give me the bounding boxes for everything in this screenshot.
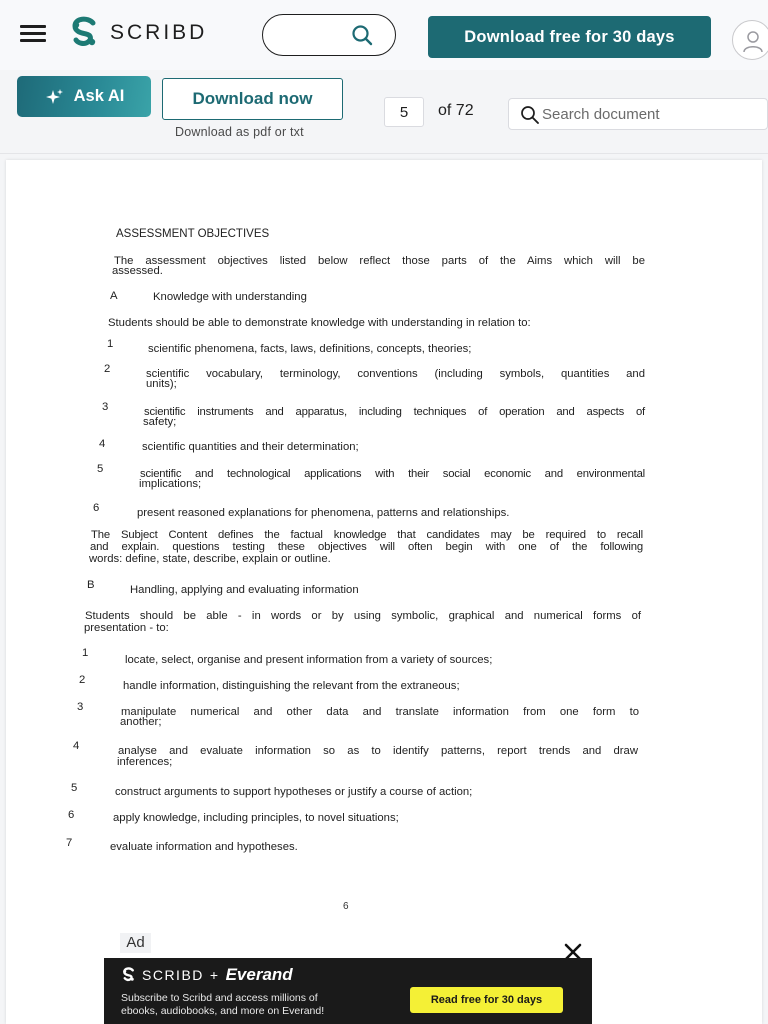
list-item-number: 7 <box>66 837 73 849</box>
list-item: handle information, distinguishing the relevant from the extraneous; <box>123 680 460 692</box>
list-item-cont: implications; <box>139 478 202 490</box>
list-item-cont: inferences; <box>117 756 173 768</box>
document-toolbar <box>0 70 768 154</box>
list-item: scientific and technological applications with their social economic and environmental <box>140 468 645 480</box>
list-item-number: 1 <box>82 647 89 659</box>
content-note-line2: and explain. questions testing these objectives will often begin with one of the following <box>90 541 643 553</box>
document-page-number: 6 <box>343 901 349 912</box>
list-item: scientific quantities and their determination; <box>142 441 359 453</box>
ad-brand-scribd: SCRIBD <box>142 967 204 983</box>
ad-subtitle <box>121 992 381 1017</box>
download-free-trial-button[interactable]: Download free for 30 days <box>428 16 711 58</box>
ad-brand <box>121 965 293 985</box>
list-item-cont: safety; <box>143 416 177 428</box>
page-number-input[interactable] <box>384 97 424 127</box>
content-note-line3: words: define, state, describe, explain or outline. <box>89 553 331 565</box>
ad-brand-plus: + <box>209 967 220 983</box>
document-search[interactable] <box>508 98 768 130</box>
read-free-button[interactable]: Read free for 30 days <box>410 987 563 1013</box>
list-item-number: 2 <box>79 674 86 686</box>
download-now-button[interactable]: Download now <box>162 78 343 120</box>
list-item: scientific vocabulary, terminology, conventions (including symbols, quantities and <box>146 368 645 380</box>
list-item-number: 6 <box>93 502 100 514</box>
user-avatar[interactable] <box>732 20 768 60</box>
list-item-number: 5 <box>97 463 104 475</box>
list-item: analyse and evaluate information so as to identify patterns, report trends and draw <box>118 745 638 757</box>
page-total: of 72 <box>438 102 474 119</box>
search-icon <box>520 105 540 125</box>
section-b-lead-line1: Students should be able - in words or by using symbolic, graphical and numerical forms of <box>85 610 641 622</box>
ask-ai-button[interactable] <box>17 76 151 117</box>
ad-subtitle-line1: Subscribe to Scribd and access millions of <box>121 992 318 1004</box>
list-item: evaluate information and hypotheses. <box>110 841 298 853</box>
list-item: construct arguments to support hypotheses or justify a course of action; <box>115 786 473 798</box>
section-a-letter: A <box>110 290 118 302</box>
sparkle-icon <box>44 88 64 106</box>
scribd-logo-icon <box>121 967 136 983</box>
ad-subtitle-line2: ebooks, audiobooks, and more on Everand! <box>121 1004 325 1017</box>
list-item-number: 3 <box>77 701 84 713</box>
section-b-title: Handling, applying and evaluating information <box>130 584 359 596</box>
list-item-number: 6 <box>68 809 75 821</box>
ad-brand-everand: Everand <box>225 965 293 984</box>
document-page <box>6 160 762 1024</box>
ad-label: Ad <box>120 933 151 953</box>
list-item-cont: another; <box>120 716 162 728</box>
list-item: apply knowledge, including principles, to novel situations; <box>113 812 399 824</box>
scribd-logo-icon <box>68 16 100 50</box>
doc-intro-line1: The assessment objectives listed below reflect those parts of the Aims which will be <box>114 255 645 267</box>
doc-intro-line2: assessed. <box>112 265 163 277</box>
list-item-number: 4 <box>99 438 106 450</box>
list-item-number: 2 <box>104 363 111 375</box>
list-item-number: 4 <box>73 740 80 752</box>
scribd-logo[interactable] <box>68 16 207 50</box>
content-note-line1: The Subject Content defines the factual knowledge that candidates may be required to recall <box>91 529 643 541</box>
ask-ai-label: Ask AI <box>73 87 125 105</box>
section-b-lead-line2: presentation - to: <box>84 622 169 634</box>
menu-icon[interactable] <box>20 25 46 41</box>
everand-ad-banner[interactable] <box>104 958 592 1024</box>
list-item-number: 3 <box>102 401 109 413</box>
list-item-number: 5 <box>71 782 78 794</box>
list-item: scientific phenomena, facts, laws, definitions, concepts, theories; <box>148 343 472 355</box>
list-item: locate, select, organise and present information from a variety of sources; <box>125 654 493 666</box>
document-search-input[interactable] <box>542 102 762 126</box>
list-item-number: 1 <box>107 338 114 350</box>
list-item-cont: units); <box>146 378 177 390</box>
search-button[interactable] <box>262 14 396 56</box>
list-item: scientific instruments and apparatus, including techniques of operation and aspects of <box>144 406 645 418</box>
brand-name: SCRIBD <box>110 21 208 44</box>
user-icon <box>741 29 765 53</box>
download-format-note: Download as pdf or txt <box>175 125 304 139</box>
list-item: manipulate numerical and other data and translate information from one form to <box>121 706 639 718</box>
section-a-title: Knowledge with understanding <box>153 291 307 303</box>
top-header <box>0 0 768 70</box>
section-b-letter: B <box>87 579 95 591</box>
doc-heading: ASSESSMENT OBJECTIVES <box>116 228 270 240</box>
list-item: present reasoned explanations for phenomena, patterns and relationships. <box>137 507 510 519</box>
section-a-lead: Students should be able to demonstrate knowledge with understanding in relation to: <box>108 317 531 329</box>
search-icon <box>351 24 373 46</box>
